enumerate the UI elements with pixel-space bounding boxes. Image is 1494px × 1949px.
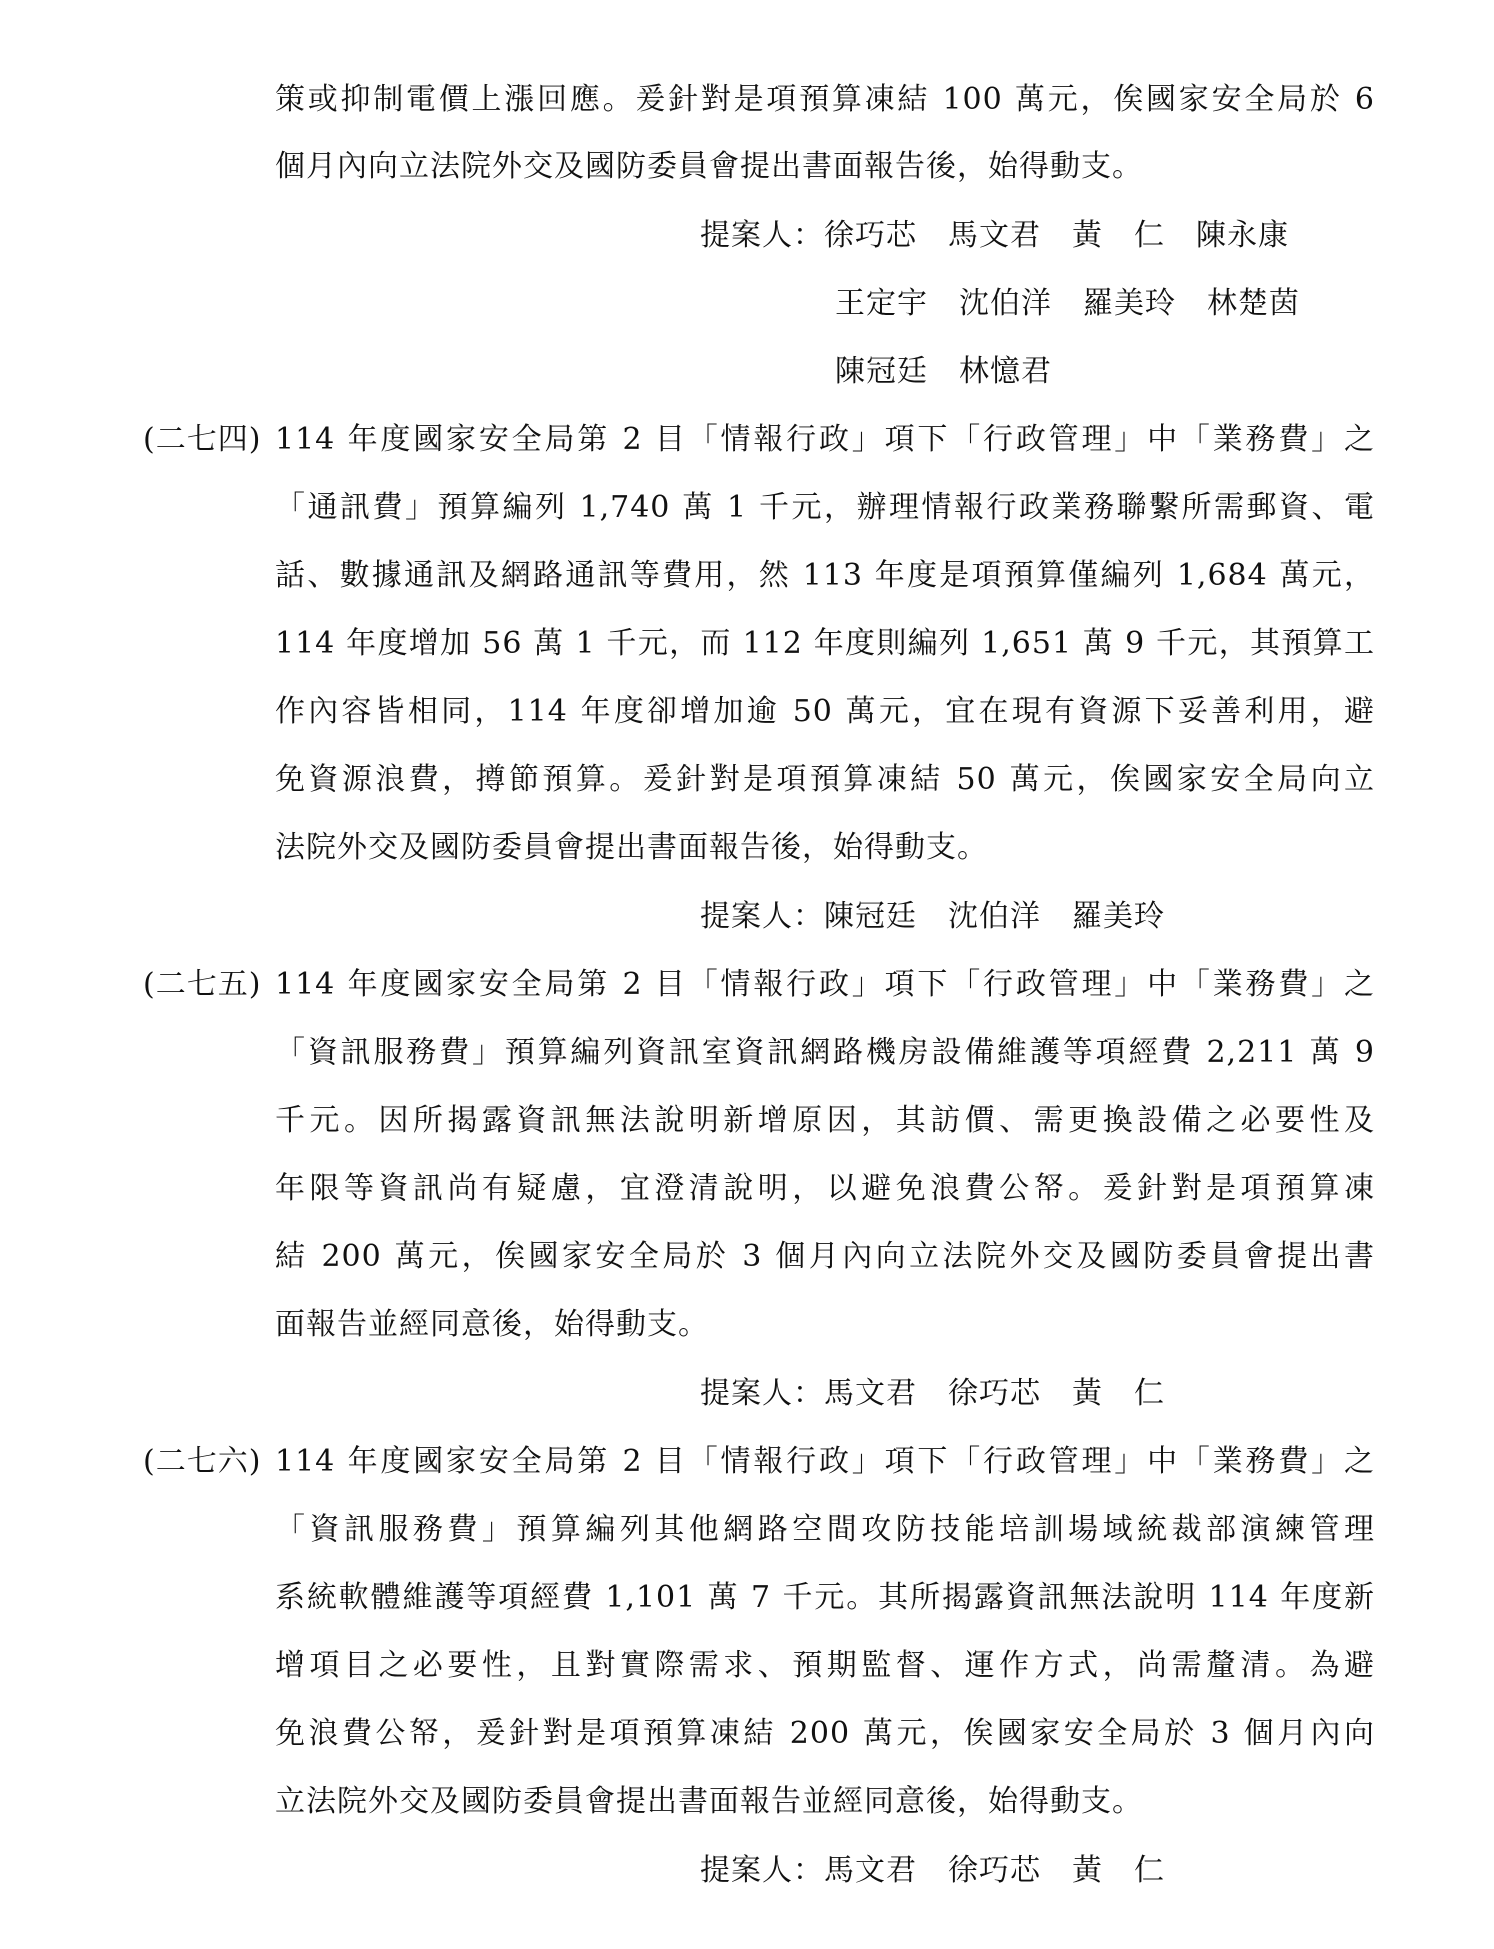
motion-number: (二七六) [143,1444,262,1479]
proposers-line: 陳冠廷 林憶君 [835,354,1052,389]
text-line: 法院外交及國防委員會提出書面報告後，始得動支。 [275,830,988,865]
text-line: 114 年度國家安全局第 2 目「情報行政」項下「行政管理」中「業務費」之 [275,967,1375,1002]
text-line: 作內容皆相同，114 年度卻增加逾 50 萬元，宜在現有資源下妥善利用，避 [275,694,1375,729]
motion-number: (二七五) [143,967,262,1002]
text-line: 114 年度國家安全局第 2 目「情報行政」項下「行政管理」中「業務費」之 [275,1444,1375,1479]
text-line: 千元。因所揭露資訊無法說明新增原因，其訪價、需更換設備之必要性及 [275,1103,1375,1138]
text-line: 策或抑制電價上漲回應。爰針對是項預算凍結 100 萬元，俟國家安全局於 6 [275,82,1375,117]
text-line: 114 年度國家安全局第 2 目「情報行政」項下「行政管理」中「業務費」之 [275,422,1375,457]
proposers-line: 提案人：陳冠廷 沈伯洋 羅美玲 [700,899,1165,934]
text-line: 免資源浪費，撙節預算。爰針對是項預算凍結 50 萬元，俟國家安全局向立 [275,762,1375,797]
text-line: 年限等資訊尚有疑慮，宜澄清說明，以避免浪費公帑。爰針對是項預算凍 [275,1171,1375,1206]
proposers-line: 提案人：馬文君 徐巧芯 黃 仁 [700,1376,1165,1411]
text-line: 個月內向立法院外交及國防委員會提出書面報告後，始得動支。 [275,149,1143,184]
text-line: 面報告並經同意後，始得動支。 [275,1307,709,1342]
proposers-line: 提案人：馬文君 徐巧芯 黃 仁 [700,1853,1165,1888]
text-line: 立法院外交及國防委員會提出書面報告並經同意後，始得動支。 [275,1784,1143,1819]
motion-number: (二七四) [143,422,262,457]
text-line: 「通訊費」預算編列 1,740 萬 1 千元，辦理情報行政業務聯繫所需郵資、電 [275,490,1375,525]
text-line: 114 年度增加 56 萬 1 千元，而 112 年度則編列 1,651 萬 9 千元，其預算工 [275,626,1375,661]
text-line: 系統軟體維護等項經費 1,101 萬 7 千元。其所揭露資訊無法說明 114 年度新 [275,1580,1375,1615]
text-line: 免浪費公帑，爰針對是項預算凍結 200 萬元，俟國家安全局於 3 個月內向 [275,1716,1375,1751]
text-line: 「資訊服務費」預算編列資訊室資訊網路機房設備維護等項經費 2,211 萬 9 [275,1035,1375,1070]
text-line: 增項目之必要性，且對實際需求、預期監督、運作方式，尚需釐清。為避 [275,1648,1375,1683]
text-line: 話、數據通訊及網路通訊等費用，然 113 年度是項預算僅編列 1,684 萬元， [275,558,1375,593]
text-line: 「資訊服務費」預算編列其他網路空間攻防技能培訓場域統裁部演練管理 [275,1512,1375,1547]
proposers-line: 提案人：徐巧芯 馬文君 黃 仁 陳永康 [700,218,1289,253]
text-line: 結 200 萬元，俟國家安全局於 3 個月內向立法院外交及國防委員會提出書 [275,1239,1375,1274]
proposers-line: 王定宇 沈伯洋 羅美玲 林楚茵 [835,286,1300,321]
